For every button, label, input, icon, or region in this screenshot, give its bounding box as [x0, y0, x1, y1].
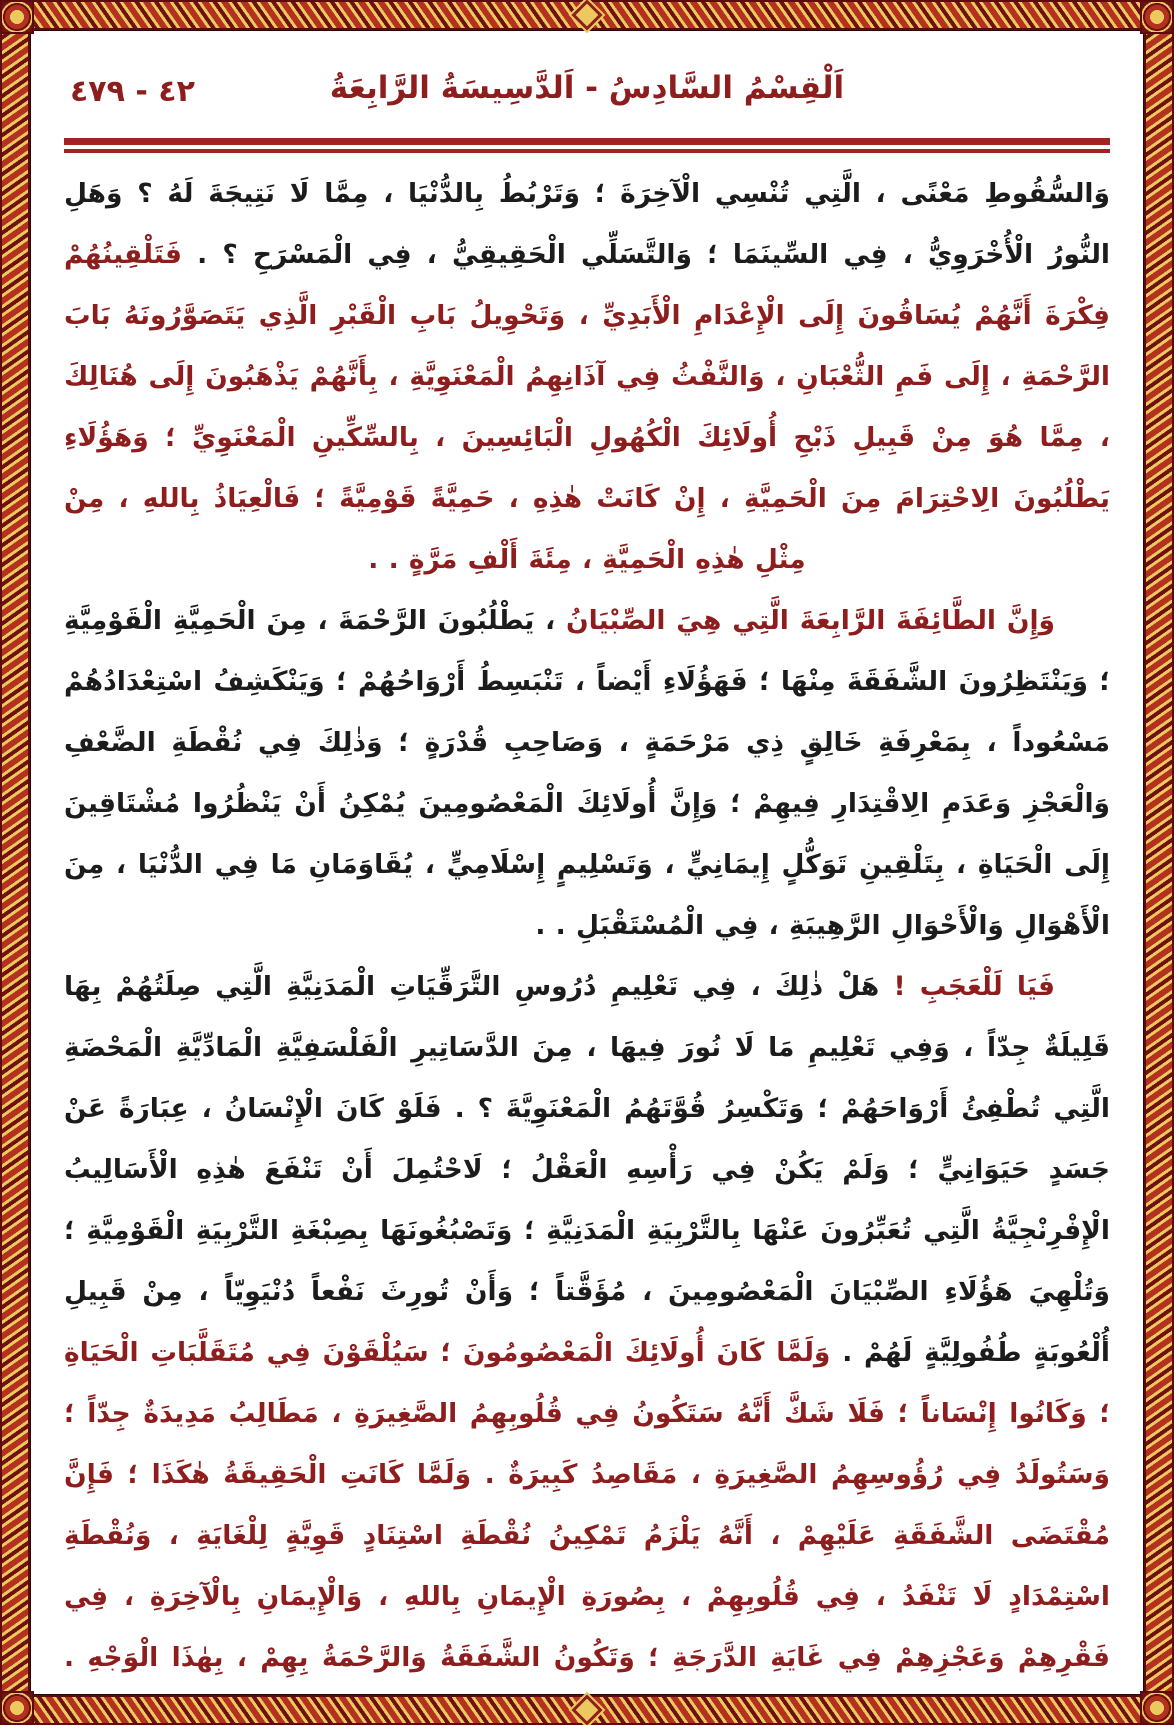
text-run-red: وَلَمَّا كَانَ أُولَائِكَ الْمَعْصُومُونَ ؛ سَيُلْقَوْنَ فِي مُتَقَلَّبَاتِ الْحَيَاةِ ؛ وَكَانُوا إِنْسَاناً ؛ فَلَا شَكَّ أَنَّهُ سَتَكُونُ فِي قُلُوبِهِمُ الصَّغِيرَةِ ، مَطَالِبُ مَدِيدَةٌ جِدّاً ؛ وَسَتُولَدُ فِي رُؤُوسِهِمُ الصَّغِيرَةِ ، مَقَاصِدُ كَبِيرَةٌ . وَلَمَّا كَانَتِ الْحَقِيقَةُ هٰكَذَا ؛ فَإِنَّ مُقْتَضَى الشَّفَقَةِ عَلَيْهِمْ ، أَنَّهُ يَلْزَمُ تَمْكِينُ نُقْطَةِ اسْتِنَادٍ قَوِيَّةٍ لِلْغَايَةِ ، وَنُقْطَةِ اسْتِمْدَادٍ لَا تَنْفَدُ ، فِي قُلُوبِهِمْ ، بِصُورَةِ الْإِيمَانِ بِاللهِ ، وَالْإِيمَانِ بِالْآخِرَةِ ، فِي فَقْرِهِمْ وَعَجْزِهِمْ فِي غَايَةِ الدَّرَجَةِ ؛ وَتَكُونُ الشَّفَقَةُ وَالرَّحْمَةُ بِهِمْ ، بِهٰذَا الْوَجْهِ . — [64, 1337, 1110, 1673]
text-run-black: وَالسُّقُوطِ مَعْنًى ، الَّتِي تُنْسِي الْآخِرَةَ ؛ وَتَرْبُطُ بِالدُّنْيَا ، مِمَّا لَا نَتِيجَةَ لَهُ ؟ وَهَلِ النُّورُ الْأُخْرَوِيُّ ، فِي السِّينَمَا ؛ وَالتَّسَلِّي الْحَقِيقِيُّ ، فِي الْمَسْرَحِ ؟ . — [64, 178, 1110, 270]
text-run-black: هَلْ ذٰلِكَ ، فِي تَعْلِيمِ دُرُوسِ التَّرَقِّيَاتِ الْمَدَنِيَّةِ الَّتِي صِلَتُهُمْ بِهَا قَلِيلَةٌ جِدّاً ، وَفِي تَعْلِيمِ مَا لَا نُورَ فِيهَا ، مِنَ الدَّسَاتِيرِ الْفَلْسَفِيَّةِ الْمَادِّيَّةِ الْمَحْضَةِ الَّتِي تُطْفِئُ أَرْوَاحَهُمْ ؛ وَتَكْسِرُ قُوَّتَهُمُ الْمَعْنَوِيَّةَ ؟ . فَلَوْ كَانَ الْإِنْسَانُ ، عِبَارَةً عَنْ جَسَدٍ حَيَوَانِيٍّ ؛ وَلَمْ يَكُنْ فِي رَأْسِهِ الْعَقْلُ ؛ لَاحْتُمِلَ أَنْ تَنْفَعَ هٰذِهِ الْأَسَالِيبُ الْإِفْرِنْجِيَّةُ الَّتِي تُعَبِّرُونَ عَنْهَا بِالتَّرْبِيَةِ الْمَدَنِيَّةِ ؛ وَتَصْبُغُونَهَا بِصِبْغَةِ التَّرْبِيَةِ الْقَوْمِيَّةِ ؛ وَتُلْهِيَ هَؤُلَاءِ الصِّبْيَانَ الْمَعْصُومِينَ ، مُؤَقَّتاً ؛ وَأَنْ تُورِثَ نَفْعاً دُنْيَوِيّاً ، مِنْ قَبِيلِ أُلْعُوبَةٍ طُفُولِيَّةٍ لَهُمْ . — [64, 971, 1111, 1368]
divider-rule-thin — [64, 149, 1110, 153]
page-number: ٤٢ - ٤٧٩ — [70, 74, 195, 109]
text-run-red: فَيَا لَلْعَجَبِ ! — [879, 971, 1055, 1002]
text-run-red: وَإِنَّ الطَّائِفَةَ الرَّابِعَةَ الَّتِي هِيَ الصِّبْيَانُ — [566, 605, 1056, 636]
paragraph — [64, 590, 1110, 956]
paragraph — [64, 163, 1110, 590]
border-corner-rosette-icon — [0, 0, 34, 34]
page-content — [30, 30, 1144, 1695]
text-run-black: ، يَطْلُبُونَ الرَّحْمَةَ ، مِنَ الْحَمِيَّةِ الْقَوْمِيَّةِ ؛ وَيَنْتَظِرُونَ الشَّفَقَةَ مِنْهَا ؛ فَهَؤُلَاءِ أَيْضاً ، تَنْبَسِطُ أَرْوَاحُهُمْ ؛ وَيَنْكَشِفُ اسْتِعْدَادُهُمْ مَسْعُوداً ، بِمَعْرِفَةِ خَالِقٍ ذِي مَرْحَمَةٍ ، وَصَاحِبِ قُدْرَةٍ ؛ وَذٰلِكَ فِي نُقْطَةِ الضَّعْفِ وَالْعَجْزِ وَعَدَمِ الِاقْتِدَارِ فِيهِمْ ؛ وَإِنَّ أُولَائِكَ الْمَعْصُومِينَ يُمْكِنُ أَنْ يَنْظُرُوا مُشْتَاقِينَ إِلَى الْحَيَاةِ ، بِتَلْقِينِ تَوَكُّلٍ إِيمَانِيٍّ ، وَتَسْلِيمٍ إِسْلَامِيٍّ ، يُقَاوَمَانِ مَا فِي الدُّنْيَا ، مِنَ الْأَهْوَالِ وَالْأَحْوَالِ الرَّهِيبَةِ ، فِي الْمُسْتَقْبَلِ . . — [64, 605, 1110, 941]
divider-rule-thick — [64, 138, 1110, 145]
text-run-red: فَتَلْقِينُهُمْ فِكْرَةَ أَنَّهُمْ يُسَاقُونَ إِلَى الْإِعْدَامِ الْأَبَدِيِّ ، وَتَحْوِيلُ بَابِ الْقَبْرِ الَّذِي يَتَصَوَّرُونَهُ بَابَ الرَّحْمَةِ ، إِلَى فَمِ الثُّعْبَانِ ، وَالنَّفْثُ فِي آذَانِهِمُ الْمَعْنَوِيَّةِ ، بِأَنَّهُمْ يَذْهَبُونَ إِلَى هُنَالِكَ ، مِمَّا هُوَ مِنْ قَبِيلِ ذَبْحِ أُولَائِكَ الْكُهُولِ الْبَائِسِينَ ، بِالسِّكِّينِ الْمَعْنَوِيِّ ؛ وَهَؤُلَاءِ يَطْلُبُونَ الِاحْتِرَامَ مِنَ الْحَمِيَّةِ ، إِنْ كَانَتْ هٰذِهِ ، حَمِيَّةً قَوْمِيَّةً ؛ فَالْعِيَاذُ بِاللهِ ، مِنْ مِثْلِ هٰذِهِ الْحَمِيَّةِ ، مِئَةَ أَلْفِ مَرَّةٍ . . — [64, 239, 1110, 575]
body-text — [64, 163, 1110, 1725]
ornamental-border-right — [1144, 0, 1174, 1725]
ornamental-border-left — [0, 0, 30, 1725]
border-corner-rosette-icon — [0, 1691, 34, 1725]
paragraph — [64, 956, 1110, 1725]
border-corner-rosette-icon — [1140, 0, 1174, 34]
border-corner-rosette-icon — [1140, 1691, 1174, 1725]
header-divider — [64, 138, 1110, 153]
page-title: اَلْقِسْمُ السَّادِسُ - اَلدَّسِيسَةُ الرَّابِعَةُ — [329, 70, 845, 106]
page-header — [64, 68, 1110, 124]
